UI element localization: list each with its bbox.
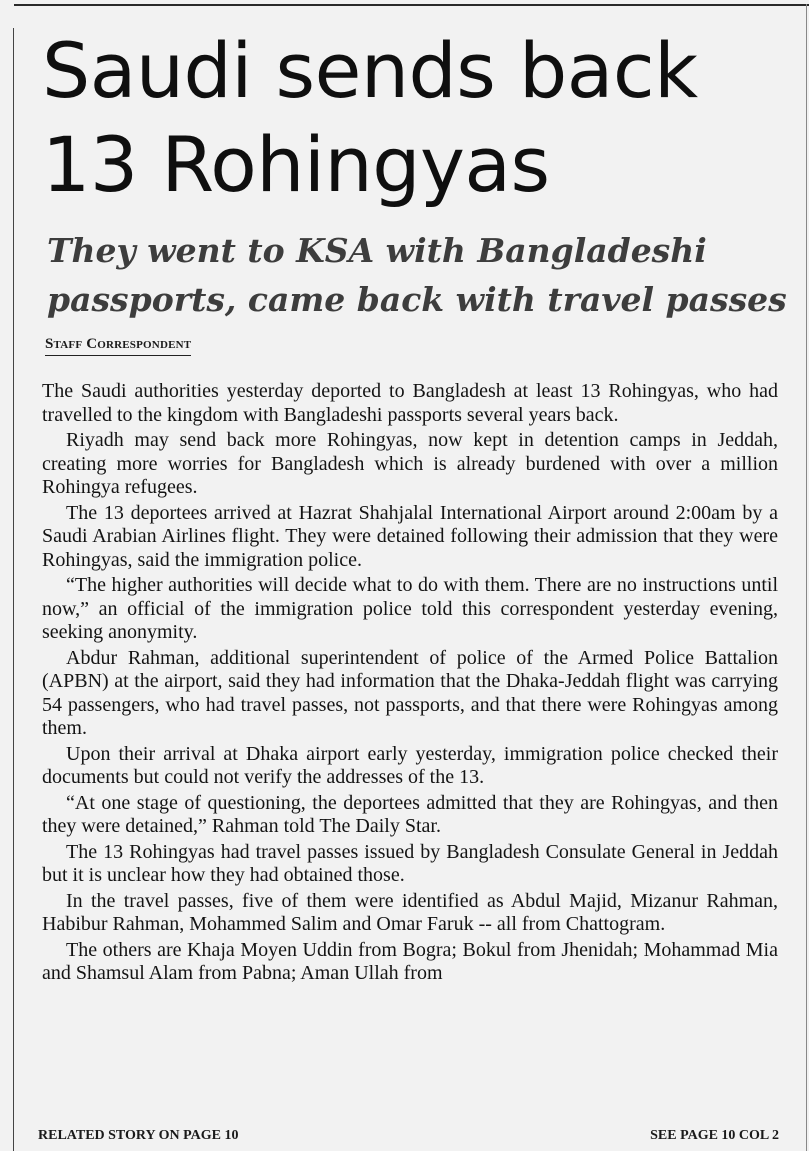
deck-subheadline: They went to KSA with Bangladeshi passports, came back with travel passes bbox=[47, 231, 787, 319]
paragraph: In the travel passes, five of them were identified as Abdul Majid, Mizanur Rahman, Habibur Rahman, Mohammed Salim and Omar Faruk -- all from Chattogram. bbox=[42, 889, 778, 935]
related-story-jump: RELATED STORY ON PAGE 10 bbox=[38, 1128, 239, 1143]
paragraph: “The higher authorities will decide what to do with them. There are no instructions until now,” an official of the immigration police told this correspondent yesterday evening, seeking anonymity. bbox=[42, 574, 778, 643]
article bbox=[42, 24, 787, 988]
paragraph: The Saudi authorities yesterday deported to Bangladesh at least 13 Rohingyas, who had travelled to the kingdom with Bangladeshi passports several years back. bbox=[42, 380, 778, 426]
paragraph: The 13 Rohingyas had travel passes issued by Bangladesh Consulate General in Jeddah but it is unclear how they had obtained those. bbox=[42, 840, 778, 886]
column-rule-right bbox=[806, 4, 807, 1151]
byline: Staff Correspondent bbox=[45, 336, 191, 356]
paragraph: Upon their arrival at Dhaka airport early yesterday, immigration police checked their documents but could not verify the addresses of the 13. bbox=[42, 742, 778, 788]
paragraph: Riyadh may send back more Rohingyas, now kept in detention camps in Jeddah, creating more worries for Bangladesh which is already burdened with over a million Rohingya refugees. bbox=[42, 429, 778, 498]
paragraph: Abdur Rahman, additional superintendent of police of the Armed Police Battalion (APBN) at the airport, said they had information that the Dhaka-Jeddah flight was carrying 54 passengers, who had travel passes, not passports, and that there were Rohingyas among them. bbox=[42, 646, 778, 739]
headline: Saudi sends back 13 Rohingyas bbox=[42, 26, 698, 209]
paragraph: “At one stage of questioning, the deportees admitted that they are Rohingyas, and then they were detained,” Rahman told The Daily Star. bbox=[42, 791, 778, 837]
top-rule bbox=[14, 4, 809, 6]
continued-jump: SEE PAGE 10 COL 2 bbox=[650, 1128, 779, 1143]
paragraph: The others are Khaja Moyen Uddin from Bogra; Bokul from Jhenidah; Mohammad Mia and Shamsul Alam from Pabna; Aman Ullah from bbox=[42, 938, 778, 984]
column-rule-left bbox=[13, 28, 14, 1151]
paragraph: The 13 deportees arrived at Hazrat Shahjalal International Airport around 2:00am by a Saudi Arabian Airlines flight. They were detained following their admission that they were Rohingyas, said the immigration police. bbox=[42, 501, 778, 571]
article-body bbox=[42, 380, 778, 986]
